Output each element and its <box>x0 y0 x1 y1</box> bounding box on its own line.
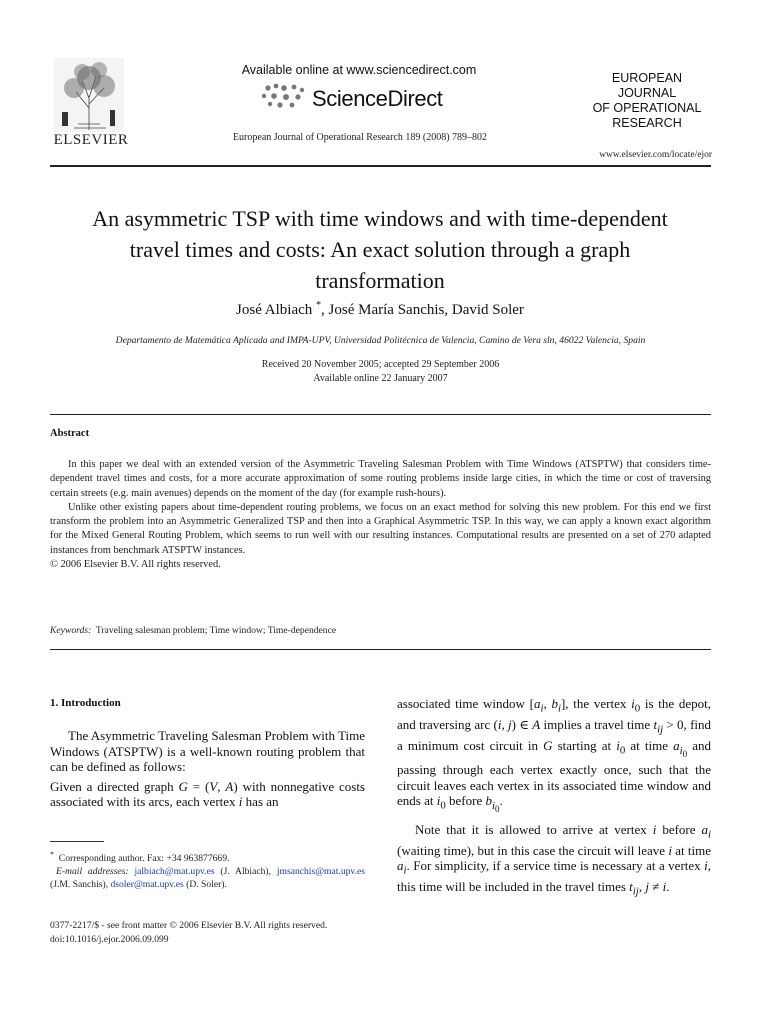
corresponding-marker[interactable]: * <box>316 300 322 311</box>
intro-paragraph: The Asymmetric Traveling Salesman Problem with Time Windows (ATSPTW) is a well-known routing problem that can be defined as follows: <box>50 728 365 774</box>
journal-url-link[interactable]: www.elsevier.com/locate/ejor <box>599 150 712 160</box>
keywords-list: Traveling salesman problem; Time window; Time-dependence <box>95 625 337 636</box>
abstract-paragraph: In this paper we deal with an extended version of the Asymmetric Traveling Salesman Problem with Time Windows (ATSPTW) that considers time-dependent travel times and costs, for a more accurate approximation of some routing problems inside large cities, in which the time or cost of traversing certain streets (e.g. main avenues) depends on the moment of the day (for example rush-hours). <box>50 459 711 499</box>
footnote <box>50 848 365 891</box>
keywords-label: Keywords: <box>50 625 92 636</box>
author-name: José María Sanchis <box>328 302 445 318</box>
available-date: Available online 22 January 2007 <box>313 373 448 384</box>
abstract-bottom-rule <box>50 649 711 650</box>
journal-citation: European Journal of Operational Research 189 (2008) 789–802 <box>232 132 488 143</box>
section-heading: 1. Introduction <box>50 697 121 709</box>
journal-logo <box>582 71 712 131</box>
journal-logo-line: JOURNAL <box>617 86 677 100</box>
journal-logo-line: EUROPEAN <box>611 71 683 85</box>
doi-link[interactable]: doi:10.1016/j.ejor.2006.09.099 <box>50 934 169 945</box>
author-name: José Albiach <box>236 302 313 318</box>
received-date: Received 20 November 2005; accepted 29 September 2006 <box>261 359 500 370</box>
email-link[interactable]: jalbiach@mat.upv.es <box>134 866 215 878</box>
intro-paragraph: Note that it is allowed to arrive at vertex i before $a_i$ (waiting time), but in this case the circuit will leave i at time $a_i$. For simplicity, if a service time is necessary at a vertex i, this time will be included in the travel times $t_{ij}$, j ≠ i. <box>397 821 711 898</box>
abstract-copyright: © 2006 Elsevier B.V. All rights reserved. <box>50 559 221 571</box>
email-addresses: E-mail addresses: jalbiach@mat.upv.es (J. Albiach), jmsanchis@mat.upv.es (J.M. Sanchis), dsoler@mat.upv.es (D. Soler). <box>50 866 365 891</box>
left-column <box>50 728 365 814</box>
definition-continued: associated time window [$a_i$, $b_i$], the vertex $i_0$ is the depot, and traversing arc (i, j) ∈ A implies a travel time $t_{ij} > 0$, find a minimum cost circuit in G starting at $i_0$ at time $a_{i_0}$ and passing through each vertex exactly once, such that the circuit leaves each vertex in its associated time window and ends at $i_0$ before $b_{i_0}$. <box>397 696 712 815</box>
abstract-top-rule <box>50 414 711 415</box>
keywords <box>50 625 336 636</box>
abstract-body <box>50 458 711 572</box>
sciencedirect-wordmark: ScienceDirect <box>312 86 443 111</box>
abstract-paragraph: Unlike other existing papers about time-dependent routing problems, we focus on an exact method for solving this new problem. For this end we first transform the problem into an Asymmetric Generalized TSP and then into a Graphical Asymmetric TSP. In this way, we can apply a known exact algorithm for the Mixed General Routing Problem, which seems to run well with our resulting instances. Computational results are presented on a set of 270 adapted instances from benchmark ATSPTW instances. <box>50 501 711 556</box>
footnote-rule <box>50 841 104 842</box>
email-link[interactable]: jmsanchis@mat.upv.es <box>276 866 365 878</box>
sciencedirect-dots-icon <box>260 82 308 110</box>
right-column <box>397 696 711 904</box>
header-rule <box>50 165 711 167</box>
dates <box>50 358 711 386</box>
issn-line: 0377-2217/$ - see front matter © 2006 Elsevier B.V. All rights reserved. <box>50 920 328 931</box>
front-matter <box>50 919 327 947</box>
email-link[interactable]: dsoler@mat.upv.es <box>110 879 184 891</box>
elsevier-logo <box>50 58 132 150</box>
intro-definition: Given a directed graph G = (V, A) with nonnegative costs associated with its arcs, each vertex i has an <box>50 778 365 809</box>
article-title: An asymmetric TSP with time windows and with time-dependent travel times and costs: An exact solution through a graph transformation <box>92 206 668 293</box>
email-label: E-mail addresses: <box>56 866 129 878</box>
corresponding-note: * Corresponding author. Fax: +34 963877669. <box>50 850 230 865</box>
author-name: David Soler <box>451 302 524 318</box>
affiliation: Departamento de Matemática Aplicada and IMPA-UPV, Universidad Politécnica de Valencia, Camino de Vera sln, 46022 Valencia, Spain <box>115 335 646 346</box>
author-list: José Albiach *, José María Sanchis, David Soler <box>236 300 524 318</box>
journal-logo-line: RESEARCH <box>612 116 682 130</box>
journal-logo-line: OF OPERATIONAL <box>592 101 702 115</box>
available-online-text: Available online at www.sciencedirect.com <box>241 63 477 77</box>
footnote-marker: * <box>50 850 54 859</box>
publisher-name: ELSEVIER <box>53 132 129 148</box>
elsevier-tree-icon <box>54 58 124 132</box>
abstract-heading: Abstract <box>50 428 90 439</box>
